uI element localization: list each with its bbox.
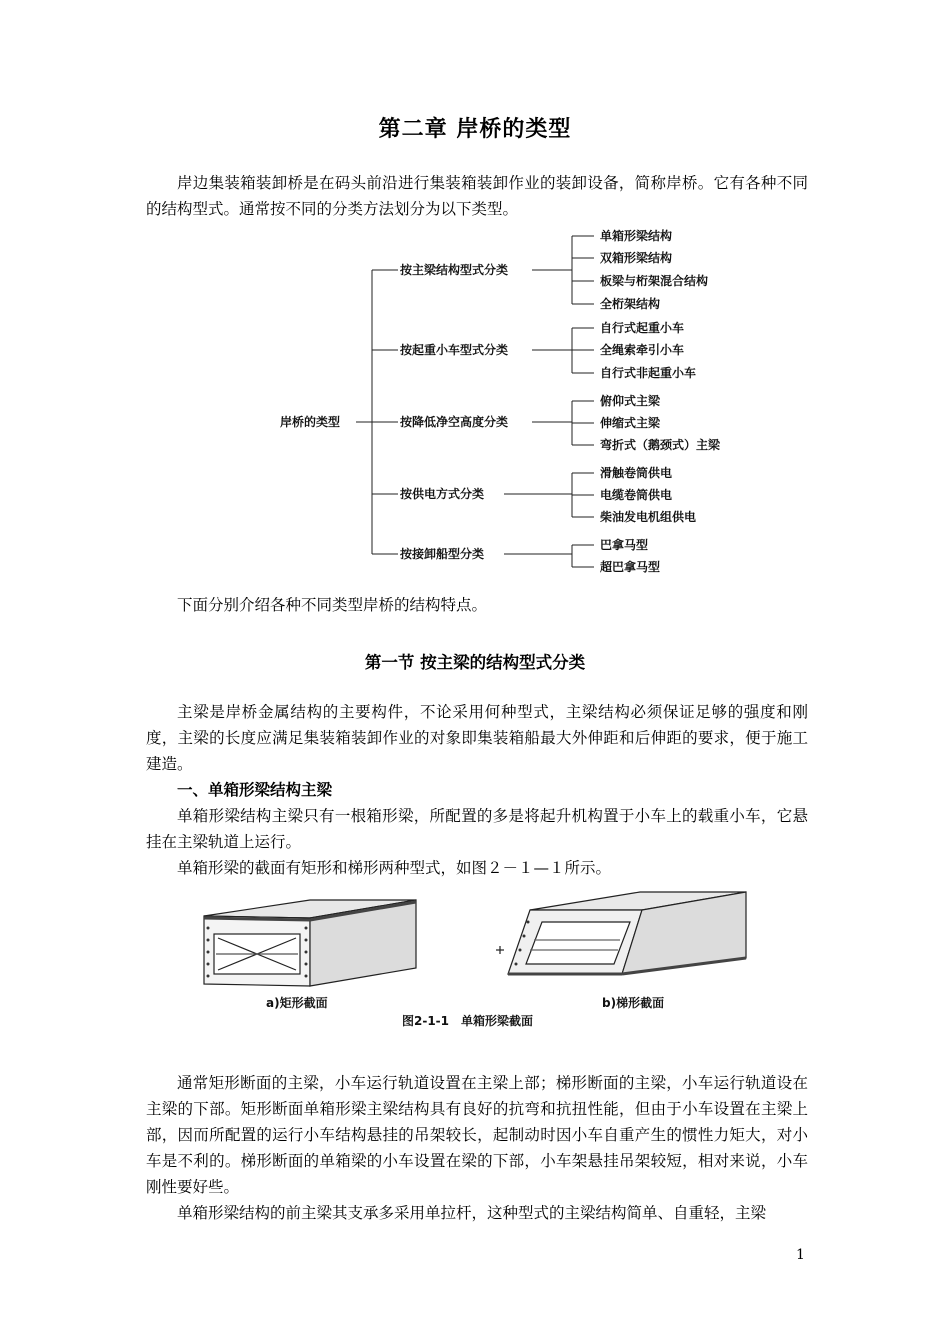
tree-item: 柴油发电机组供电 — [600, 510, 697, 524]
tree-item: 板梁与桁架混合结构 — [600, 274, 709, 288]
figure-label-b: b)梯形截面 — [602, 996, 665, 1010]
classification-tree — [270, 220, 750, 580]
tree-item: 俯仰式主梁 — [600, 394, 661, 408]
tree-item: 弯折式（鹅颈式）主梁 — [600, 438, 721, 452]
tree-group-clearance: 按降低净空高度分类 — [400, 415, 509, 429]
page-number: 1 — [796, 1247, 805, 1263]
figure-caption: 图2-1-1 单箱形梁截面 — [402, 1014, 534, 1028]
tree-item: 自行式非起重小车 — [600, 366, 697, 380]
tree-item: 滑触卷筒供电 — [600, 466, 673, 480]
figure-2-1-1 — [190, 888, 770, 1038]
tree-group-power: 按供电方式分类 — [400, 487, 485, 501]
tree-item: 全桁架结构 — [600, 297, 661, 311]
section-title: 第一节 按主梁的结构型式分类 — [364, 653, 586, 672]
front-beam-paragraph: 单箱形梁结构的前主梁其支承多采用单拉杆，这种型式的主梁结构简单、自重轻，主梁 — [177, 1204, 767, 1222]
subheading-single-box: 一、单箱形梁结构主梁 — [177, 781, 333, 799]
single-box-paragraph: 单箱形梁结构主梁只有一根箱形梁，所配置的多是将起升机构置于小车上的载重小车，它悬挂在主梁轨道上运行。 — [146, 807, 808, 851]
tree-item: 电缆卷筒供电 — [600, 488, 673, 502]
section-forms-paragraph: 单箱形梁的截面有矩形和梯形两种型式，如图２－１—１所示。 — [177, 859, 612, 877]
chapter-title: 第二章 岸桥的类型 — [378, 117, 572, 142]
figure-label-a: a)矩形截面 — [266, 996, 328, 1010]
tree-group-ship-type: 按接卸船型分类 — [400, 547, 485, 561]
after-tree-paragraph: 下面分别介绍各种不同类型岸桥的结构特点。 — [177, 596, 488, 614]
section-paragraph: 主梁是岸桥金属结构的主要构件，不论采用何种型式，主梁结构必须保证足够的强度和刚度，主梁的长度应满足集装箱装卸作业的对象即集装箱船最大外伸距和后伸距的要求，便于施工建造。 — [146, 703, 808, 773]
tree-item: 自行式起重小车 — [600, 321, 685, 335]
tree-item: 全绳索牵引小车 — [600, 343, 685, 357]
intro-paragraph: 岸边集装箱装卸桥是在码头前沿进行集装箱装卸作业的装卸设备，简称岸桥。它有各种不同的结构型式。通常按不同的分类方法划分为以下类型。 — [146, 174, 808, 218]
tree-item: 双箱形梁结构 — [600, 251, 673, 265]
rectangular-section-illustration — [204, 900, 416, 986]
tree-item: 巴拿马型 — [600, 538, 649, 552]
tree-item: 单箱形梁结构 — [600, 229, 673, 243]
compare-paragraph: 通常矩形断面的主梁，小车运行轨道设置在主梁上部；梯形断面的主梁，小车运行轨道设在主梁的下部。矩形断面单箱形梁主梁结构具有良好的抗弯和抗扭性能，但由于小车设置在主梁上部，因而所配置的运行小车结构悬挂的吊架较长，起制动时因小车自重产生的惯性力矩大，对小车是不利的。梯形断面的单箱梁的小车设置在梁的下部，小车架悬挂吊架较短，相对来说，小车刚性要好些。 — [146, 1074, 808, 1196]
tree-item: 超巴拿马型 — [600, 560, 661, 574]
trapezoidal-section-illustration — [496, 892, 746, 974]
tree-root: 岸桥的类型 — [280, 415, 341, 429]
tree-item: 伸缩式主梁 — [600, 416, 661, 430]
tree-group-trolley: 按起重小车型式分类 — [400, 343, 509, 357]
tree-group-main-beam: 按主梁结构型式分类 — [400, 263, 509, 277]
